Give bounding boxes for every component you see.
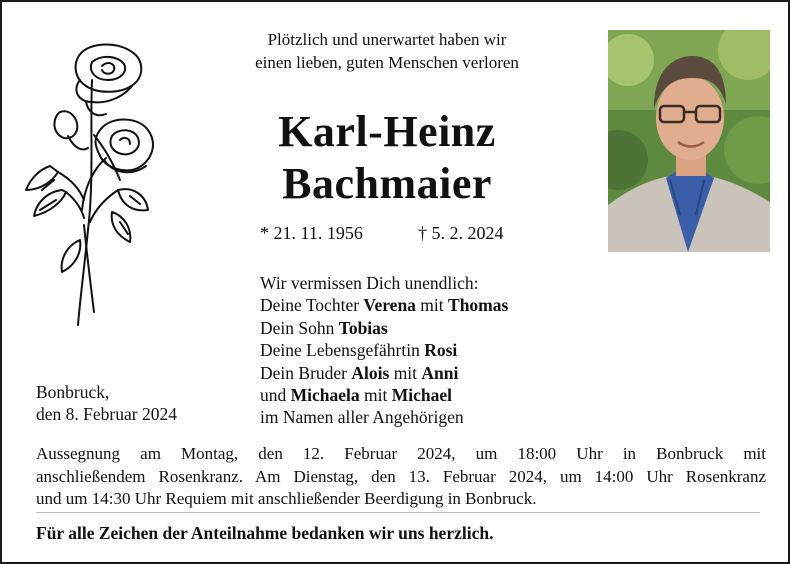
family-closing: im Namen aller Angehörigen (260, 407, 464, 428)
relation-text: mit (415, 295, 449, 316)
relative-name: Michaela (290, 385, 360, 406)
last-name: Bachmaier (282, 159, 492, 208)
portrait-photo (608, 30, 770, 252)
birth-date: * 21. 11. 1956 (260, 223, 363, 243)
relation-text: und (260, 385, 291, 406)
thanks-text: Für alle Zeichen der Anteilnahme bedanken wir uns herzlich. (36, 523, 494, 543)
family-line (260, 317, 508, 339)
service-line: anschließendem Rosenkranz. Am Dienstag, den 13. Februar 2024, um 14:00 Uhr Rosenkranz (36, 466, 766, 486)
service-line: und um 14:30 Uhr Requiem mit anschließender Beerdigung in Bonbruck. (36, 489, 537, 508)
service-details (36, 443, 766, 511)
relative-name: Thomas (448, 295, 509, 316)
relation-text: Deine Tochter (260, 295, 364, 316)
divider (36, 512, 760, 513)
notice-date: den 8. Februar 2024 (36, 404, 177, 425)
relation-text: Dein Bruder (260, 362, 352, 383)
rose-illustration (22, 40, 172, 330)
family-line (260, 362, 508, 384)
relative-name: Tobias (338, 317, 388, 338)
service-line: Aussegnung am Montag, den 12. Februar 2024, um 18:00 Uhr in Bonbruck mit (36, 444, 766, 463)
relation-text: Deine Lebensgefährtin (260, 340, 425, 361)
relative-name: Verena (363, 295, 416, 316)
relation-text: mit (389, 362, 422, 383)
intro-line: einen lieben, guten Menschen verloren (255, 53, 519, 72)
intro-text (202, 28, 572, 74)
relative-name: Anni (421, 362, 459, 383)
deceased-name (202, 106, 572, 210)
relative-name: Michael (391, 385, 452, 406)
family-line (260, 339, 508, 361)
family-line (260, 294, 508, 316)
relative-name: Alois (351, 362, 390, 383)
family-heading: Wir vermissen Dich unendlich: (260, 273, 479, 293)
first-name: Karl-Heinz (278, 107, 496, 156)
relation-text: Dein Sohn (260, 317, 339, 338)
death-date: † 5. 2. 2024 (418, 223, 504, 243)
relation-text: mit (359, 385, 392, 406)
place-and-date (36, 381, 177, 426)
town: Bonbruck, (36, 382, 110, 402)
intro-line: Plötzlich und unerwartet haben wir (267, 30, 507, 49)
relative-name: Rosi (424, 340, 458, 361)
family-line (260, 384, 508, 406)
family-list (260, 272, 508, 429)
